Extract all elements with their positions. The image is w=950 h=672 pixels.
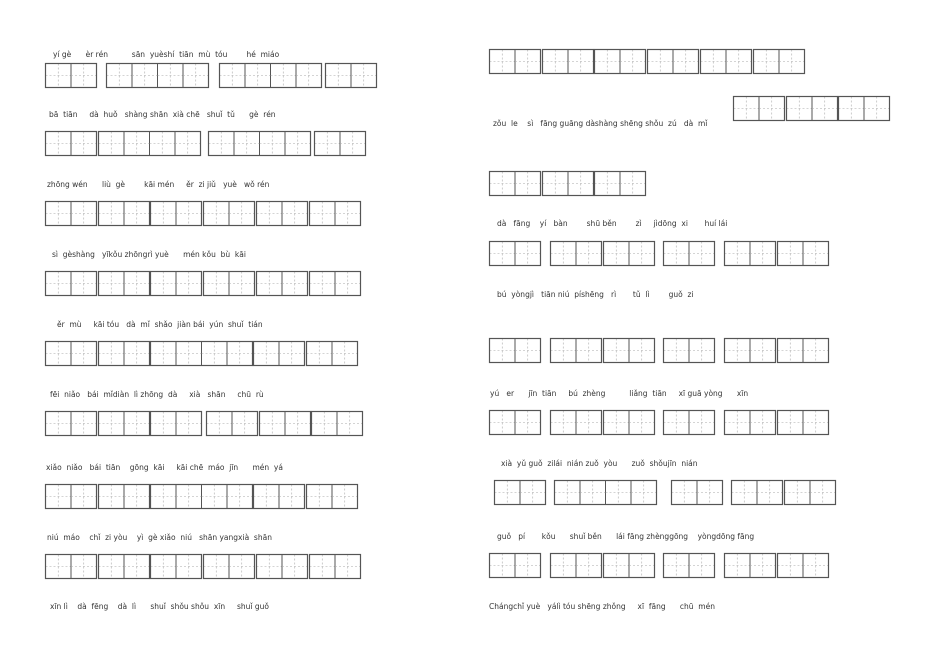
writing-grid-group (310, 555, 361, 579)
writing-grid-group (99, 132, 201, 156)
writing-grid-group (209, 132, 311, 156)
pinyin-line-left-1: yí gè èr rén sān yuèshí tiān mù tóu hé miáo (53, 50, 280, 59)
writing-grid-group (778, 554, 829, 578)
writing-grid-group (254, 342, 305, 366)
writing-grid-group (254, 485, 305, 509)
writing-grid-group (551, 339, 602, 363)
writing-grid-group (543, 50, 594, 74)
pinyin-line-right-4: yú er jīn tiān bú zhèng liǎng tiān xī guā yòng xīn (490, 389, 749, 398)
writing-grid-group (648, 50, 699, 74)
writing-grid-group (672, 481, 723, 505)
writing-grid-group (490, 50, 541, 74)
writing-grid-group (725, 554, 776, 578)
writing-grid-group (543, 172, 594, 196)
writing-grid-group (46, 555, 97, 579)
writing-grid-group (204, 202, 255, 226)
writing-grid-group (778, 411, 829, 435)
writing-grid-group (725, 242, 776, 266)
writing-grid-group (46, 342, 97, 366)
writing-grid-group (257, 272, 308, 296)
writing-grid-group (326, 64, 377, 88)
writing-grid-group (604, 411, 655, 435)
writing-grid-group (99, 272, 150, 296)
pinyin-line-left-7: xiǎo niǎo bái tiān gōng kāi kāi chē máo jīn mén yá (46, 463, 283, 472)
writing-grid-group (46, 132, 97, 156)
writing-grid-group (99, 202, 150, 226)
writing-grid-group (207, 412, 258, 436)
pinyin-line-right-3: bú yòngjì tiān niú píshēng rì tǔ lì guǒ zi (497, 290, 694, 299)
writing-grid-group (551, 554, 602, 578)
pinyin-line-left-4: sì gèshàng yīkǒu zhōngrì yuè mén kǒu bù kāi (52, 250, 246, 259)
writing-grid-group (551, 242, 602, 266)
pinyin-line-left-5: ěr mù kāi tóu dà mǐ shǎo jiàn bái yún shuǐ tián (57, 320, 263, 329)
writing-grid-group (151, 555, 202, 579)
writing-grid-group (604, 554, 655, 578)
writing-grid-group (315, 132, 366, 156)
writing-grid-group (490, 172, 541, 196)
writing-grid-group (107, 64, 209, 88)
writing-grid-group (307, 485, 358, 509)
writing-grid-group (204, 272, 255, 296)
pinyin-line-right-7: Chángchǐ yuè yálì tóu shēng zhǒng xī fāng chū mén (489, 602, 715, 611)
writing-grid-group (490, 411, 541, 435)
pinyin-line-left-8: niú máo chǐ zi yòu yì gè xiǎo niú shān yangxià shān (47, 533, 272, 542)
writing-grid-group (220, 64, 322, 88)
writing-grid-group (257, 555, 308, 579)
pinyin-line-right-5: xià yǔ guǒ zilái nián zuǒ yòu zuǒ shǒujīn nián (501, 459, 698, 468)
pinyin-line-left-2: bā tiān dà huǒ shàng shān xià chē shuǐ tǔ gè rén (49, 110, 276, 119)
pinyin-line-left-9: xīn lì dà fēng dà lì shuǐ shǒu shǒu xīn shuǐ guǒ (50, 602, 269, 611)
writing-grid-group (46, 485, 97, 509)
pinyin-line-left-3: zhōng wén liù gè kāi mén ěr zi jiǔ yuè wǒ rén (47, 180, 270, 189)
writing-grid-group (839, 97, 890, 121)
writing-grid-group (778, 242, 829, 266)
writing-grid-group (490, 339, 541, 363)
writing-grid-group (99, 342, 150, 366)
writing-grid-group (307, 342, 358, 366)
pinyin-line-right-6: guǒ pí kǒu shuǐ běn lái fāng zhènggōng yòngdōng fāng (497, 532, 755, 541)
writing-grid-group (787, 97, 838, 121)
writing-grid-group (204, 555, 255, 579)
writing-grid-group (312, 412, 363, 436)
writing-grid-group (664, 554, 715, 578)
writing-grid-group (725, 411, 776, 435)
writing-grid-group (151, 272, 202, 296)
writing-grid-group (99, 412, 150, 436)
writing-grid-group (604, 339, 655, 363)
writing-grid-group (46, 272, 97, 296)
pinyin-line-left-6: fēi niǎo bái mǐdiàn lì zhōng dà xià shān chū rù (50, 390, 264, 399)
writing-grid-group (701, 50, 752, 74)
writing-grid-group (46, 202, 97, 226)
writing-grid-group (664, 242, 715, 266)
writing-grid-group (495, 481, 546, 505)
writing-grid-group (555, 481, 657, 505)
writing-grid-group (734, 97, 785, 121)
writing-grid-group (754, 50, 805, 74)
writing-grid-group (732, 481, 783, 505)
writing-grid-group (46, 64, 97, 88)
writing-grid-group (99, 485, 150, 509)
writing-grid-group (310, 202, 361, 226)
writing-grid-group (99, 555, 150, 579)
pinyin-line-right-1: zǒu le sì fāng guāng dàshàng shēng shǒu zú dà mǐ (493, 119, 708, 128)
writing-grid-group (310, 272, 361, 296)
pinyin-line-right-2: dà fāng yí bàn shū běn zì jìdōng xi huí lái (497, 219, 728, 228)
writing-grid-group (151, 342, 253, 366)
writing-grid-group (725, 339, 776, 363)
writing-grid-group (490, 554, 541, 578)
writing-grid-group (551, 411, 602, 435)
writing-grid-group (151, 202, 202, 226)
writing-grid-group (604, 242, 655, 266)
writing-grid-group (151, 412, 202, 436)
writing-grid-group (664, 411, 715, 435)
writing-grid-group (151, 485, 253, 509)
writing-grid-group (595, 50, 646, 74)
writing-grid-group (785, 481, 836, 505)
writing-grid-group (595, 172, 646, 196)
writing-grid-group (664, 339, 715, 363)
writing-grid-group (257, 202, 308, 226)
writing-grid-group (260, 412, 311, 436)
writing-grid-group (46, 412, 97, 436)
writing-grid-group (490, 242, 541, 266)
writing-grid-group (778, 339, 829, 363)
